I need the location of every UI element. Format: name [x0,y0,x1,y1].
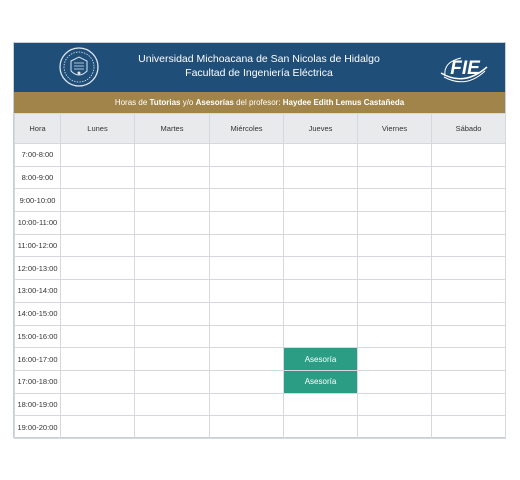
schedule-cell [61,370,135,393]
subheader-tutorias: Tutorias [149,98,181,107]
table-row [15,234,506,257]
university-seal-icon [58,46,100,88]
schedule-cell [135,234,210,257]
university-name: Universidad Michoacana de San Nicolas de Hidalgo [138,53,380,65]
schedule-cell [210,370,284,393]
schedule-cell [61,325,135,348]
schedule-cell [284,257,358,280]
schedule-cell [61,416,135,439]
schedule-cell [358,212,432,235]
schedule-cell [61,280,135,303]
schedule-cell [284,144,358,167]
schedule-cell [358,257,432,280]
schedule-cell [210,325,284,348]
schedule-cell [135,348,210,371]
schedule-cell [284,393,358,416]
schedule-cell [284,234,358,257]
schedule-cell [358,325,432,348]
hour-label: 17:00-18:00 [15,370,61,393]
schedule-cell [432,393,506,416]
schedule-cell [135,325,210,348]
hour-label: 16:00-17:00 [15,348,61,371]
header-row [15,114,506,144]
hour-label: 9:00-10:00 [15,189,61,212]
table-row [15,144,506,167]
fie-logo-icon [438,49,490,87]
schedule-cell [61,393,135,416]
table-row [15,302,506,325]
schedule-header [15,114,506,144]
schedule-cell [135,166,210,189]
appointment-cell[interactable]: Asesoría [284,348,358,371]
header-banner [14,43,505,92]
schedule-cell [432,416,506,439]
table-row [15,348,506,371]
schedule-cell [358,416,432,439]
schedule-cell [358,302,432,325]
appointment-cell[interactable]: Asesoría [284,370,358,393]
schedule-table [14,113,506,439]
schedule-cell [135,302,210,325]
table-row [15,370,506,393]
subheader-prefix: Horas de [114,98,150,107]
schedule-cell [135,189,210,212]
professor-banner [14,92,505,113]
table-row [15,166,506,189]
schedule-cell [284,212,358,235]
schedule-cell [135,370,210,393]
schedule-cell [432,348,506,371]
schedule-cell [210,234,284,257]
schedule-cell [210,393,284,416]
schedule-frame [13,42,506,438]
table-row [15,212,506,235]
schedule-cell [432,302,506,325]
column-header-jueves: Jueves [284,114,358,144]
schedule-cell [135,393,210,416]
column-header-hora: Hora [15,114,61,144]
schedule-body [15,144,506,439]
hour-label: 13:00-14:00 [15,280,61,303]
hour-label: 14:00-15:00 [15,302,61,325]
schedule-cell [358,370,432,393]
column-header-lunes: Lunes [61,114,135,144]
schedule-cell [358,393,432,416]
column-header-viernes: Viernes [358,114,432,144]
schedule-cell [210,212,284,235]
table-row [15,280,506,303]
hour-label: 12:00-13:00 [15,257,61,280]
schedule-cell [61,234,135,257]
schedule-cell [61,348,135,371]
faculty-name: Facultad de Ingeniería Eléctrica [185,67,333,79]
schedule-cell [61,189,135,212]
hour-label: 15:00-16:00 [15,325,61,348]
schedule-cell [61,144,135,167]
subheader-suffix: del profesor: [233,98,283,107]
schedule-cell [284,280,358,303]
schedule-cell [135,257,210,280]
hour-label: 18:00-19:00 [15,393,61,416]
header-title [114,52,404,80]
schedule-cell [61,166,135,189]
subheader-connector: y/o [180,98,196,107]
table-row [15,257,506,280]
hour-label: 7:00-8:00 [15,144,61,167]
schedule-cell [61,212,135,235]
column-header-martes: Martes [135,114,210,144]
schedule-cell [61,302,135,325]
schedule-cell [432,370,506,393]
schedule-cell [210,302,284,325]
hour-label: 10:00-11:00 [15,212,61,235]
schedule-cell [432,144,506,167]
schedule-cell [358,189,432,212]
schedule-cell [432,212,506,235]
schedule-cell [61,257,135,280]
table-row [15,416,506,439]
schedule-cell [358,348,432,371]
schedule-cell [135,212,210,235]
schedule-cell [284,166,358,189]
table-row [15,325,506,348]
column-header-sabado: Sábado [432,114,506,144]
schedule-cell [358,234,432,257]
schedule-cell [432,234,506,257]
schedule-cell [358,280,432,303]
hour-label: 19:00-20:00 [15,416,61,439]
subheader-asesorias: Asesorías [195,98,234,107]
professor-name: Haydee Edith Lemus Castañeda [282,98,405,107]
table-row [15,393,506,416]
table-row [15,189,506,212]
schedule-cell [135,280,210,303]
column-header-miercoles: Miércoles [210,114,284,144]
hour-label: 8:00-9:00 [15,166,61,189]
schedule-cell [432,257,506,280]
schedule-cell [432,280,506,303]
schedule-cell [135,416,210,439]
schedule-cell [432,189,506,212]
schedule-cell [358,166,432,189]
logo-text: FIE [450,58,480,79]
schedule-cell [210,189,284,212]
hour-label: 11:00-12:00 [15,234,61,257]
schedule-cell [284,325,358,348]
schedule-cell [210,348,284,371]
schedule-cell [358,144,432,167]
schedule-cell [210,257,284,280]
schedule-cell [284,302,358,325]
schedule-cell [284,189,358,212]
schedule-cell [210,166,284,189]
schedule-cell [284,416,358,439]
schedule-cell [135,144,210,167]
schedule-cell [210,280,284,303]
schedule-cell [432,325,506,348]
schedule-cell [432,166,506,189]
schedule-cell [210,416,284,439]
schedule-cell [210,144,284,167]
